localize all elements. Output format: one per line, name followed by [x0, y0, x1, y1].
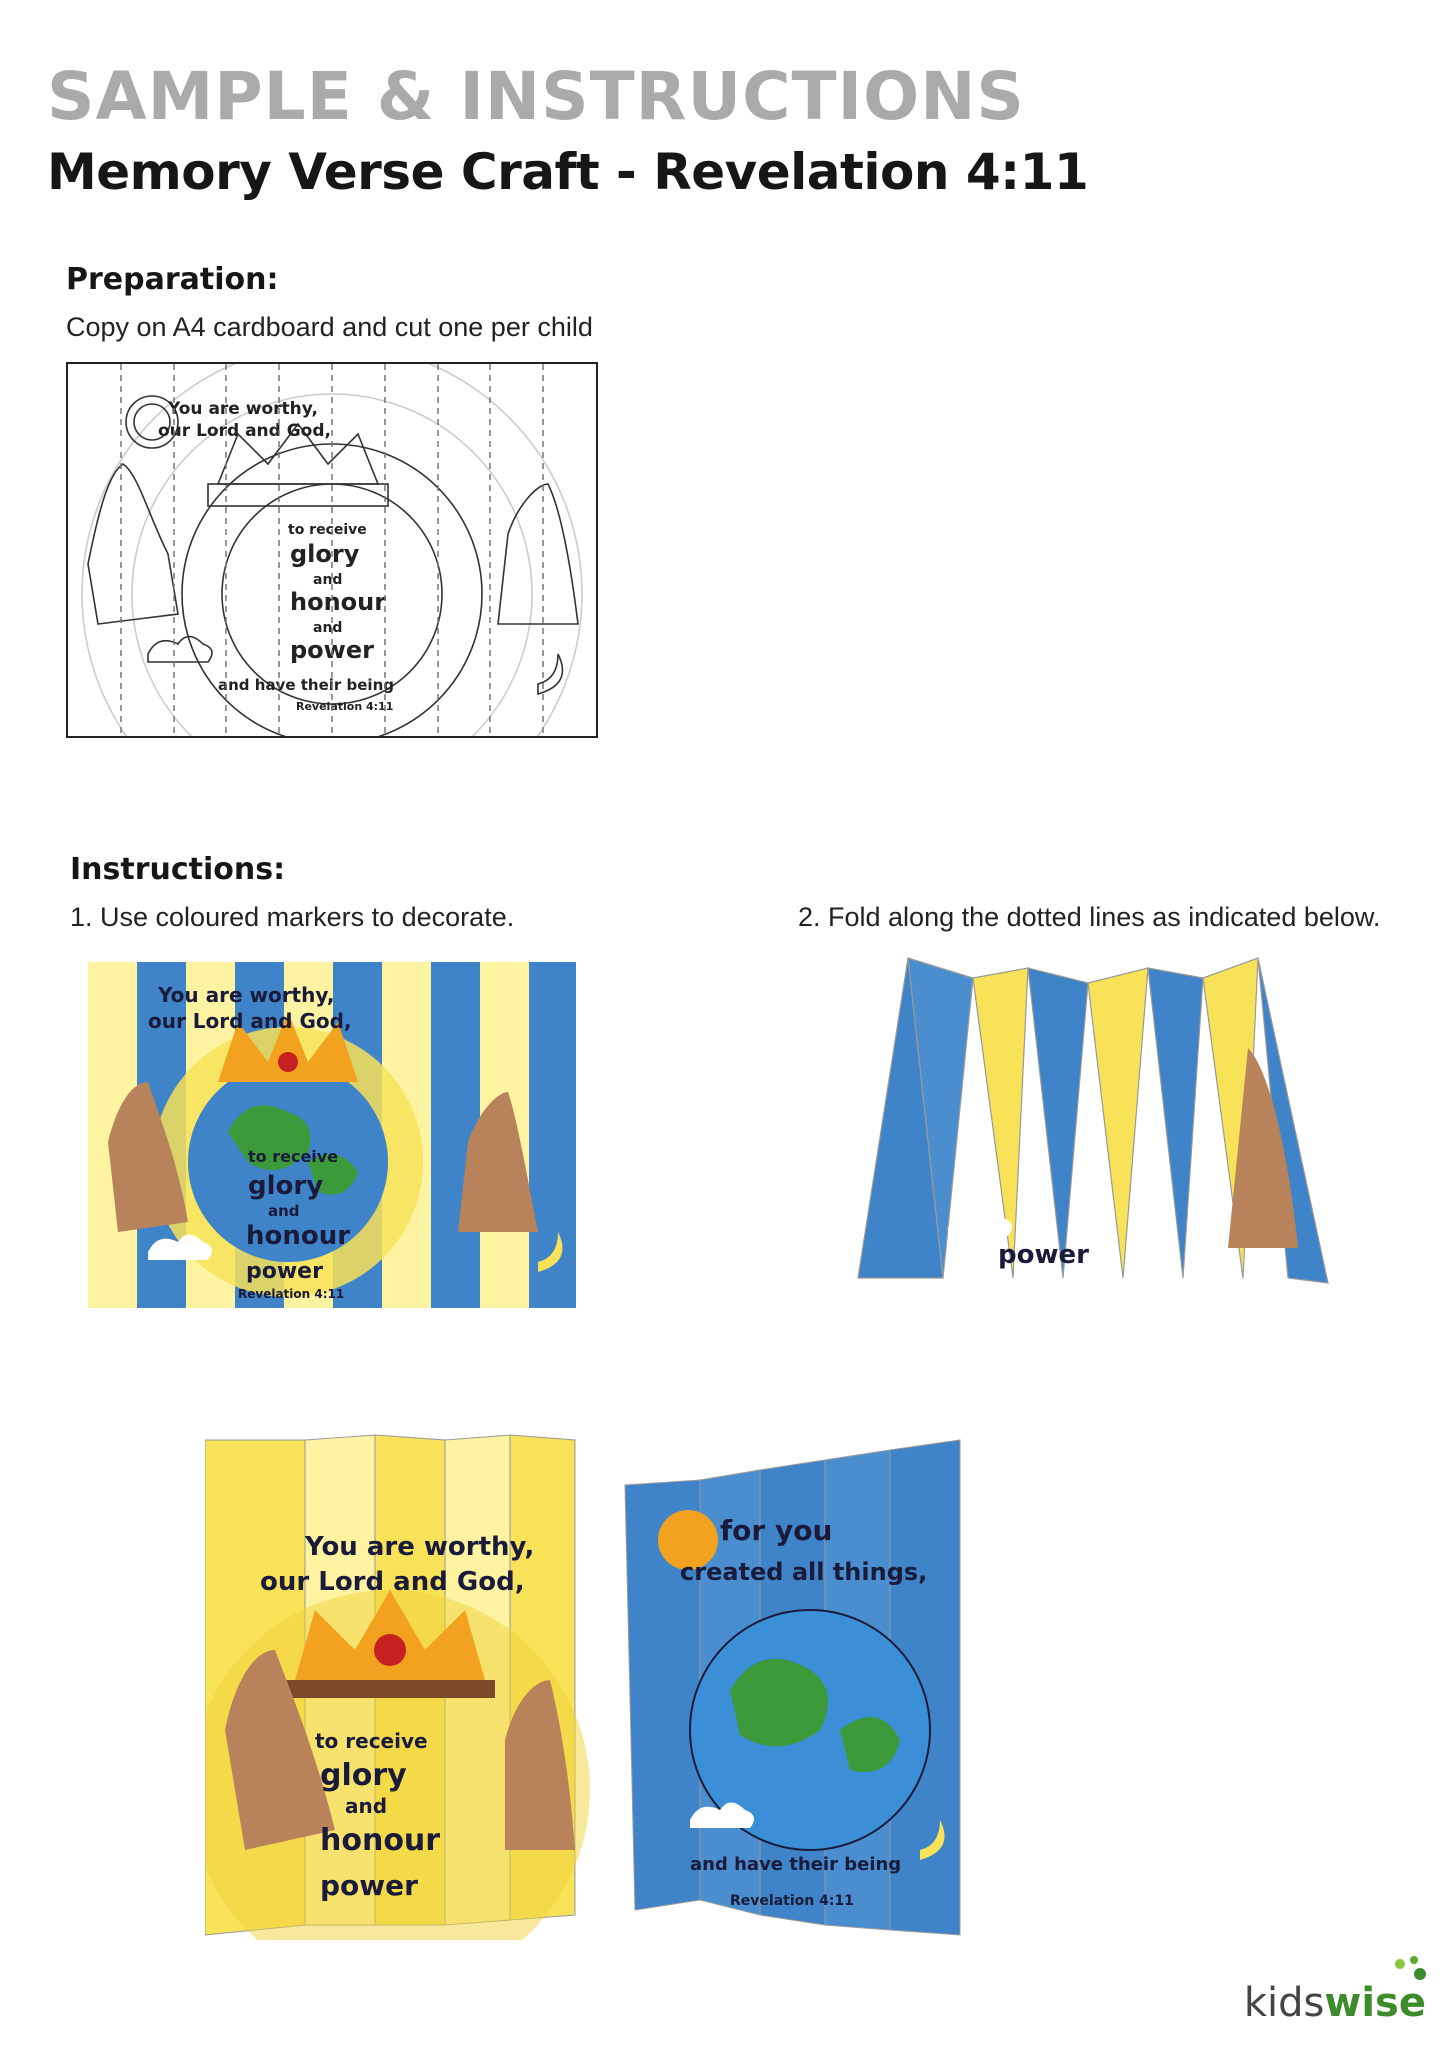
- kidswise-logo: [1244, 1980, 1426, 2026]
- standing-craft-front: [205, 1430, 590, 1940]
- outline-being: and have their being: [218, 676, 394, 694]
- logo-dots-icon: [1390, 1954, 1430, 1986]
- outline-verse-line1: You are worthy,: [168, 399, 318, 419]
- outline-honour: honour: [290, 588, 387, 616]
- outline-receive: to receive: [288, 522, 367, 538]
- outline-verse-line2: our Lord and God,: [158, 421, 331, 441]
- back-reference: Revelation 4:11: [730, 1893, 854, 1909]
- front-verse-line1: You are worthy,: [305, 1532, 535, 1562]
- logo-text-kids: kids: [1243, 1980, 1325, 2026]
- front-receive: to receive: [315, 1729, 428, 1753]
- front-honour: honour: [320, 1823, 441, 1858]
- coloured-reference: Revelation 4:11: [238, 1287, 345, 1301]
- front-verse-line2: our Lord and God,: [260, 1567, 525, 1597]
- coloured-and: and: [268, 1202, 300, 1220]
- preparation-text: Copy on A4 cardboard and cut one per child: [66, 312, 593, 342]
- page-heading-sample: SAMPLE & INSTRUCTIONS: [47, 58, 1025, 135]
- front-power: power: [320, 1869, 418, 1902]
- coloured-power: power: [246, 1259, 323, 1284]
- coloured-sheet: [88, 962, 576, 1308]
- front-glory: glory: [320, 1758, 407, 1793]
- outline-and-2: and: [313, 620, 343, 636]
- printable-outline-sheet: [66, 362, 598, 738]
- coloured-receive: to receive: [248, 1147, 339, 1166]
- coloured-verse-line2: our Lord and God,: [148, 1009, 352, 1033]
- front-and: and: [345, 1794, 388, 1818]
- back-verse-line3: for you: [720, 1514, 833, 1547]
- page-heading-title: Memory Verse Craft - Revelation 4:11: [47, 143, 1089, 201]
- folded-accordion: [848, 948, 1348, 1300]
- outline-and-1: and: [313, 572, 343, 588]
- back-verse-line4: created all things,: [680, 1558, 928, 1586]
- instruction-step-1: 1. Use coloured markers to decorate.: [70, 902, 515, 932]
- outline-reference: Revelation 4:11: [296, 700, 394, 713]
- coloured-glory: glory: [248, 1171, 324, 1201]
- standing-craft-back: [620, 1430, 995, 1940]
- preparation-title: Preparation:: [66, 262, 279, 297]
- coloured-verse-line1: You are worthy,: [158, 983, 335, 1007]
- coloured-honour: honour: [246, 1221, 351, 1251]
- instruction-step-2: 2. Fold along the dotted lines as indicated below.: [798, 902, 1381, 932]
- instructions-title: Instructions:: [70, 852, 286, 887]
- outline-power: power: [290, 636, 374, 664]
- outline-glory: glory: [290, 540, 360, 568]
- folded-power: power: [998, 1240, 1089, 1270]
- back-being: and have their being: [690, 1854, 902, 1875]
- logo-text-wise: wise: [1324, 1980, 1426, 2026]
